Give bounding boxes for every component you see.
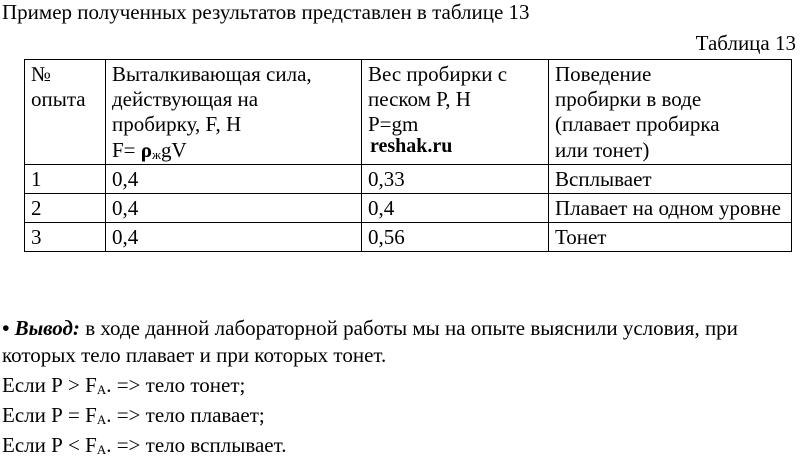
force-formula (112, 138, 187, 162)
cell-tube-weight: 0,33 (362, 164, 549, 193)
header-line: или тонет) (555, 137, 650, 162)
cell-buoyant-force: 0,4 (106, 164, 362, 193)
cell-experiment-number: 1 (25, 164, 106, 193)
formula-rho: ρ (140, 137, 153, 162)
header-line: (плавает пробирка (555, 112, 720, 137)
header-tube-weight (362, 60, 549, 165)
header-tube-behavior (549, 60, 792, 165)
table-row (25, 164, 792, 193)
formula-rest: gV (161, 137, 187, 162)
intro-text: Пример полученных результатов представлен в таблице 13 (2, 0, 530, 24)
header-experiment-number (25, 60, 106, 165)
cell-tube-weight: 0,56 (362, 223, 549, 252)
results-table (24, 59, 792, 252)
cell-experiment-number: 2 (25, 193, 106, 222)
header-line: Поведение (555, 62, 652, 86)
table-row (25, 193, 792, 222)
conclusion-label: Вывод: (14, 316, 80, 340)
bullet: • (2, 316, 10, 340)
rule-tail: . => тело всплывает. (106, 433, 287, 457)
rule-sub: A (96, 382, 107, 397)
formula-prefix: F= (112, 137, 141, 162)
header-line: опыта (31, 87, 86, 112)
rule-tail: . => тело плавает; (106, 403, 265, 427)
header-line: Вес пробирки с (368, 62, 508, 86)
cell-tube-behavior: Всплывает (549, 164, 792, 193)
rule-lead: Если Р < F (2, 433, 97, 457)
header-line: действующая на (112, 87, 259, 112)
rule-sub: A (96, 412, 107, 427)
table-header-row (25, 60, 792, 165)
header-line: песком Р, Н (368, 87, 471, 112)
cell-tube-behavior: Плавает на одном уровне (549, 193, 792, 222)
rule-floats (2, 403, 265, 428)
watermark: reshak.ru (370, 134, 453, 157)
rule-lead: Если Р > F (2, 373, 97, 397)
table-caption: Таблица 13 (695, 31, 796, 55)
formula-sub: ж (152, 146, 162, 162)
conclusion-text: в ходе данной лабораторной работы мы на опыте выяснили условия, при которых тело плавает и при которых тонет. (2, 316, 738, 367)
header-buoyant-force (106, 60, 362, 165)
rule-sub: A (96, 442, 107, 457)
cell-experiment-number: 3 (25, 223, 106, 252)
cell-buoyant-force: 0,4 (106, 193, 362, 222)
cell-tube-behavior: Тонет (549, 223, 792, 252)
header-line: Выталкивающая сила, (112, 62, 312, 86)
rule-lead: Если Р = F (2, 403, 97, 427)
header-line: пробирки в воде (555, 87, 702, 112)
conclusion-paragraph (2, 315, 798, 369)
cell-tube-weight: 0,4 (362, 193, 549, 222)
cell-buoyant-force: 0,4 (106, 223, 362, 252)
header-line: № (31, 62, 52, 86)
table-row (25, 223, 792, 252)
header-line: P=gm (368, 112, 419, 137)
rule-tail: . => тело тонет; (106, 373, 246, 397)
rule-sinks (2, 373, 245, 398)
rule-surfaces (2, 433, 286, 458)
header-line: пробирку, F, Н (112, 112, 242, 137)
